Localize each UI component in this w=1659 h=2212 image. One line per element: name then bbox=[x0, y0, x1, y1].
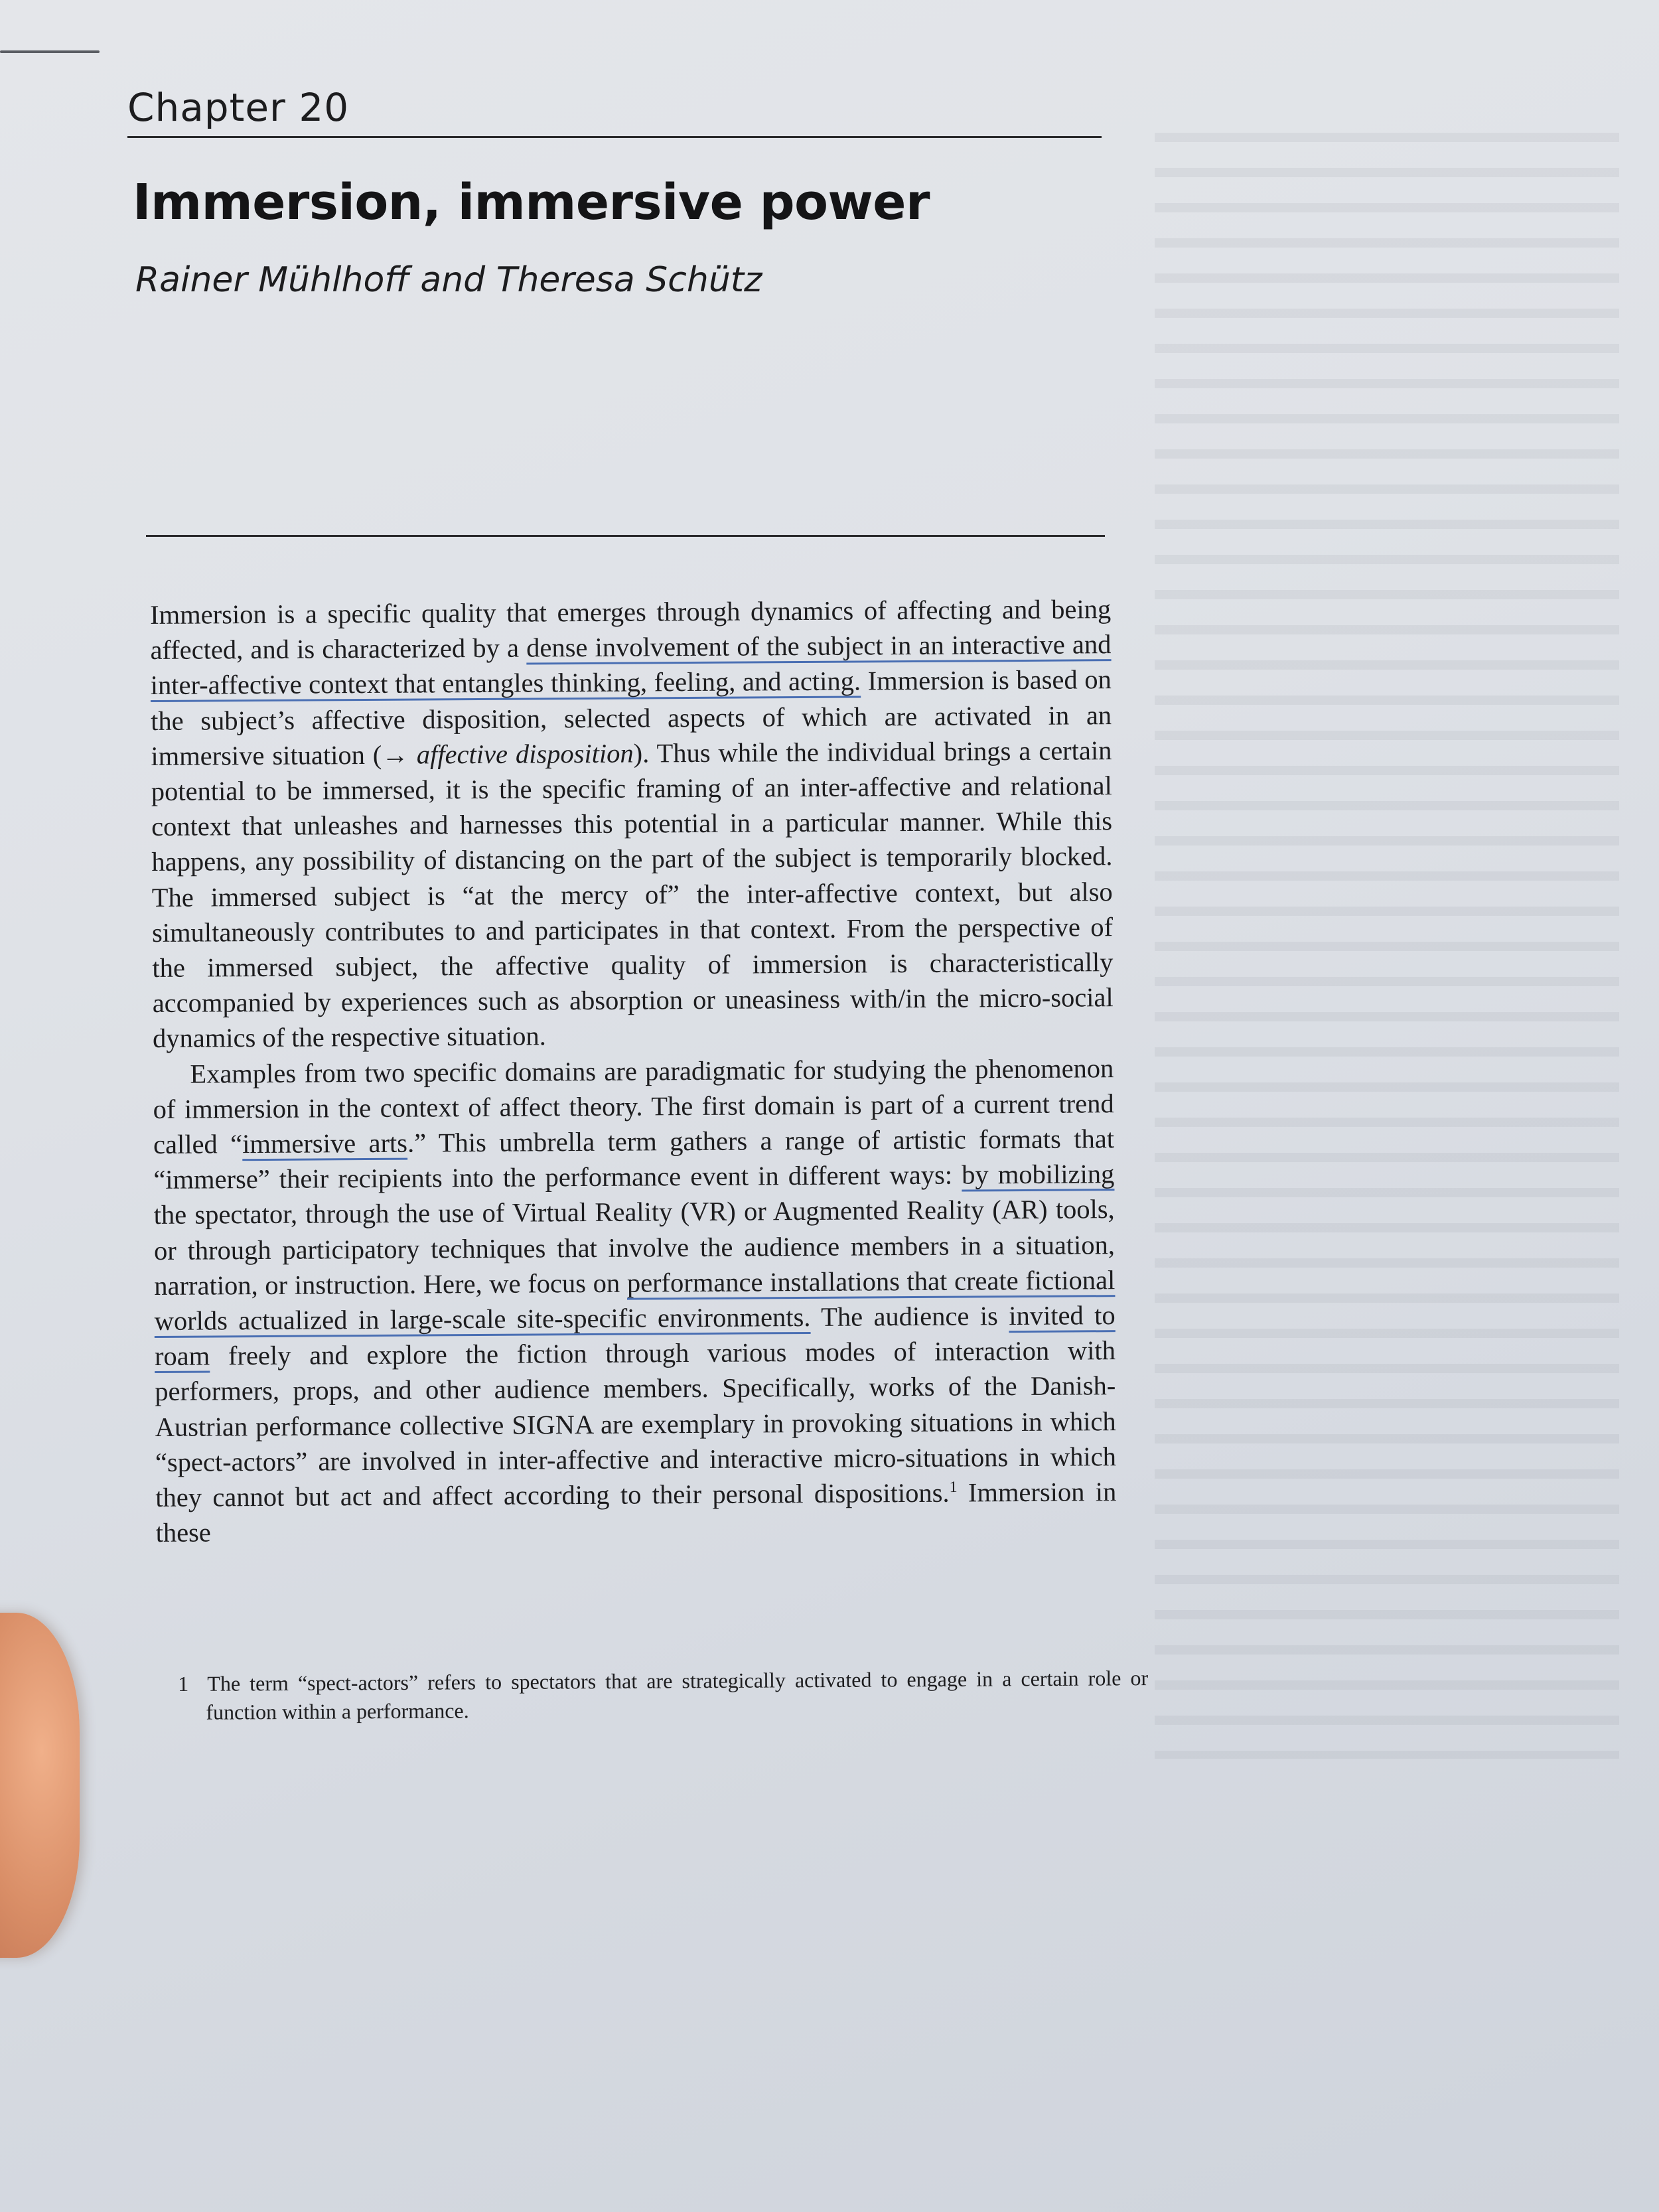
bleed-through-text bbox=[1155, 133, 1619, 1759]
chapter-title: Immersion, immersive power bbox=[133, 174, 930, 231]
underlined-phrase: dense involvement of the subject in an interactive and inter-affective context that entangles thinking, feeling, and acting. bbox=[150, 629, 1112, 701]
paragraph-2: Examples from two specific domains are paradigmatic for studying the phenomenon of immersion in the context of affect theory. The first domain is part of a current trend called “immersive arts.” This umbrella term gathers a range of artistic formats that “immerse” their recipients into the performance event in different ways: by mobilizing the spectator, through the use of Virtual Reality (VR) or Augmented Reality (AR) tools, or through participatory techniques that involve the audience members in a situation, narration, or instruction. Here, we focus on performance installations that create fictional worlds actualized in large-scale site-specific environments. The audience is invited to roam freely and explore the fiction through various modes of interaction with performers, props, and other audience members. Specifically, works of the Danish-Austrian performance collective SIGNA are exemplary in provoking situations in which “spect-actors” are involved in inter-affective and interactive micro-situations in which they cannot but act and affect according to their personal dispositions.$^1$ Immersion in these bbox=[153, 1053, 1117, 1548]
chapter-label: Chapter 20 bbox=[127, 85, 350, 130]
footnote-marker[interactable]: 1 bbox=[949, 1479, 958, 1497]
underlined-phrase: invited to roam bbox=[154, 1300, 1116, 1372]
underlined-phrase: performance installations that create fictional worlds actualized in large-scale site-specific environments. bbox=[154, 1264, 1116, 1337]
footnote-text: The term “spect-actors” refers to spectators that are strategically activated to engage in a certain role or function within a performance. bbox=[206, 1666, 1149, 1724]
chapter-authors: Rainer Mühlhoff and Theresa Schütz bbox=[135, 260, 762, 300]
underlined-phrase: by mobilizing bbox=[962, 1159, 1115, 1190]
arrow-icon: → bbox=[382, 739, 409, 770]
chapter-rule bbox=[127, 136, 1102, 138]
underlined-phrase: immersive arts bbox=[242, 1128, 408, 1159]
section-rule bbox=[146, 535, 1105, 537]
page-edge-mark bbox=[0, 50, 100, 53]
cross-reference-link[interactable]: affective disposition bbox=[416, 738, 634, 770]
thumb-holding-page bbox=[0, 1613, 80, 1958]
footnote bbox=[178, 1664, 1148, 1727]
body-text bbox=[150, 591, 1117, 1550]
paragraph-1: Immersion is a specific quality that emerges through dynamics of affecting and being affected, and is characterized by a dense involvement of the subject in an interactive and inter-affective context that entangles thinking, feeling, and acting. Immersion is based on the subject’s affective disposition, selected aspects of which are activated in an immersive situation (→ affective disposition). Thus while the individual brings a certain potential to be immersed, it is the specific framing of an inter-affective and relational context that unleashes and harnesses this potential in a particular manner. While this happens, any possibility of distancing on the part of the subject is temporarily blocked. The immersed subject is “at the mercy of” the inter-affective context, but also simultaneously contributes to and participates in that context. From the perspective of the immersed subject, the affective quality of immersion is characteristically accompanied by experiences such as absorption or uneasiness with/in the micro-social dynamics of the respective situation. bbox=[150, 594, 1114, 1054]
footnote-number: 1 bbox=[178, 1671, 189, 1696]
